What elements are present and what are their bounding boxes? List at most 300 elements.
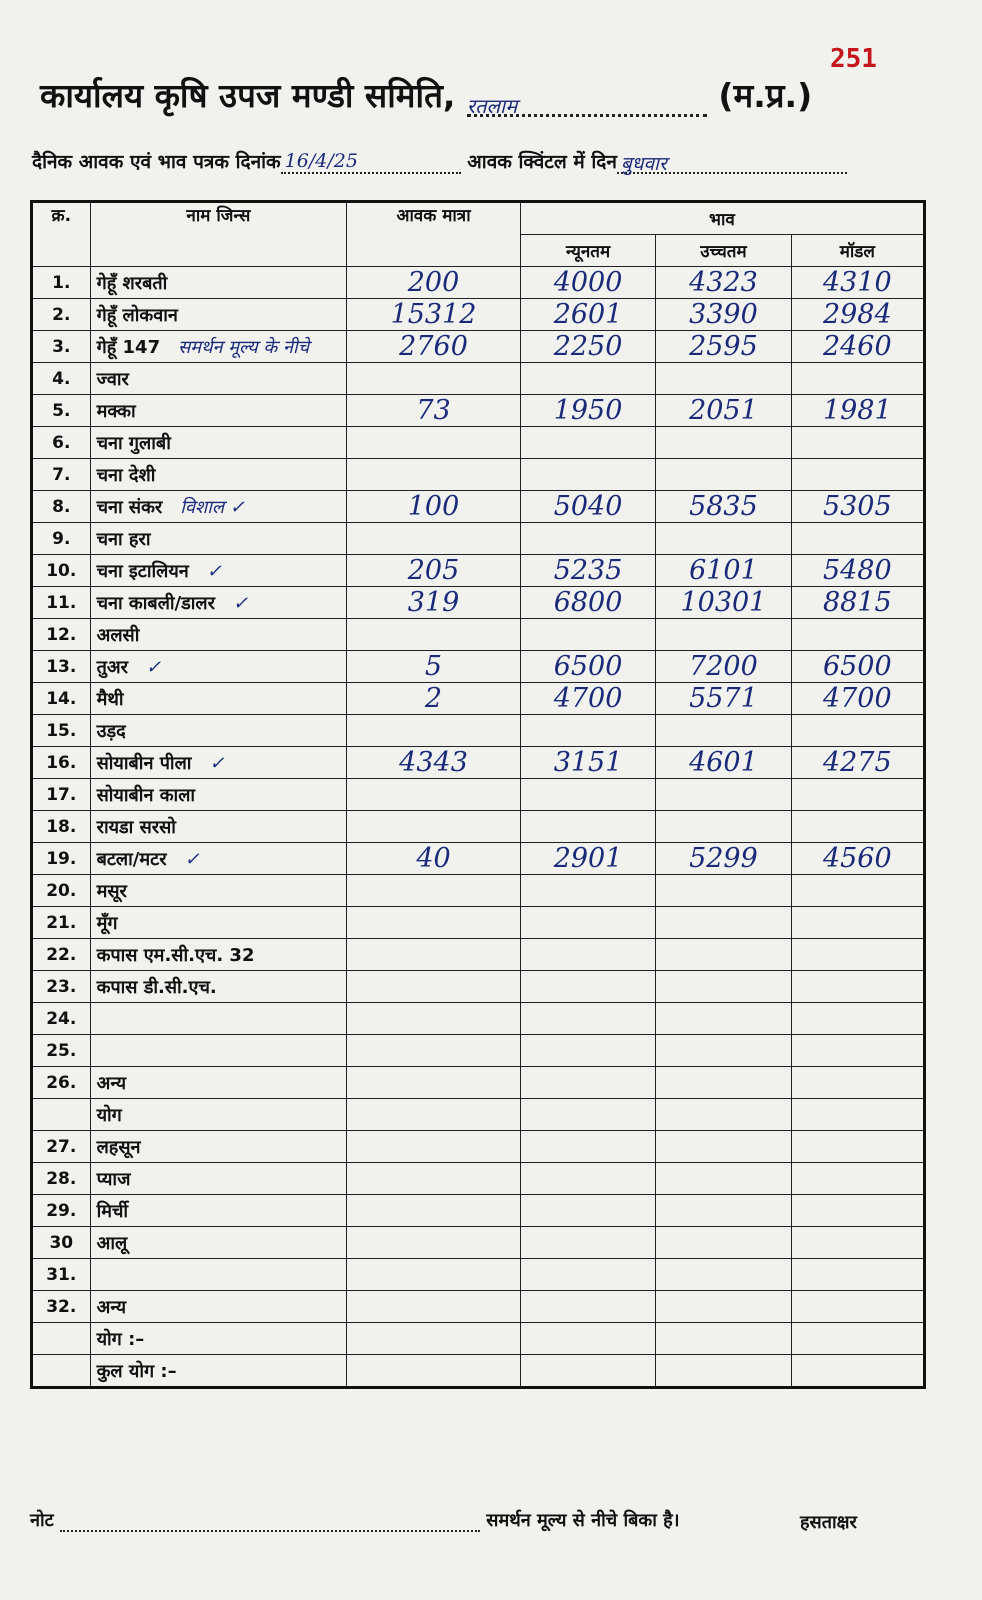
table-row xyxy=(32,1355,925,1388)
row-arrival: 319 xyxy=(347,587,521,619)
row-max-price xyxy=(656,1195,791,1227)
row-max-price xyxy=(656,971,791,1003)
handwritten-note: समर्थन मूल्य के नीचे xyxy=(178,336,310,358)
row-max-price xyxy=(656,1003,791,1035)
row-max-price: 5571 xyxy=(656,683,791,715)
row-commodity-name xyxy=(90,299,347,331)
row-min-price xyxy=(520,1195,655,1227)
row-arrival: 100 xyxy=(347,491,521,523)
row-serial: 8. xyxy=(32,491,91,523)
row-max-price xyxy=(656,779,791,811)
row-commodity-name xyxy=(90,715,347,747)
table-row xyxy=(32,1163,925,1195)
commodity-label: बटला/मटर xyxy=(96,848,167,870)
row-modal-price: 1981 xyxy=(791,395,924,427)
row-serial: 7. xyxy=(32,459,91,491)
row-min-price xyxy=(520,811,655,843)
table-row xyxy=(32,811,925,843)
row-max-price xyxy=(656,939,791,971)
header-max: उच्चतम xyxy=(656,235,791,267)
commodity-label: ज्वार xyxy=(96,368,129,390)
row-modal-price: 4700 xyxy=(791,683,924,715)
note-text: समर्थन मूल्य से नीचे बिका है। xyxy=(486,1510,680,1531)
table-row xyxy=(32,1227,925,1259)
row-serial: 29. xyxy=(32,1195,91,1227)
table-row xyxy=(32,1067,925,1099)
day-field xyxy=(617,154,847,174)
table-row xyxy=(32,1131,925,1163)
row-arrival xyxy=(347,1035,521,1067)
row-min-price: 5235 xyxy=(520,555,655,587)
row-arrival xyxy=(347,1163,521,1195)
commodity-label: अलसी xyxy=(96,624,140,646)
row-serial xyxy=(32,1355,91,1388)
row-commodity-name xyxy=(90,779,347,811)
row-serial: 6. xyxy=(32,427,91,459)
row-max-price xyxy=(656,1355,791,1388)
row-max-price: 2051 xyxy=(656,395,791,427)
commodity-label: गेहूँ लोकवान xyxy=(96,304,178,326)
row-modal-price xyxy=(791,811,924,843)
handwritten-note: ✓ xyxy=(209,752,225,774)
row-max-price xyxy=(656,1067,791,1099)
row-arrival: 15312 xyxy=(347,299,521,331)
row-min-price xyxy=(520,427,655,459)
date-label: दैनिक आवक एवं भाव पत्रक दिनांक xyxy=(32,151,281,173)
row-max-price: 5299 xyxy=(656,843,791,875)
row-max-price xyxy=(656,1099,791,1131)
row-max-price: 10301 xyxy=(656,587,791,619)
row-serial: 20. xyxy=(32,875,91,907)
row-commodity-name xyxy=(90,1323,347,1355)
row-serial: 5. xyxy=(32,395,91,427)
row-commodity-name xyxy=(90,331,347,363)
row-serial: 13. xyxy=(32,651,91,683)
row-modal-price xyxy=(791,619,924,651)
row-max-price xyxy=(656,1163,791,1195)
row-serial: 16. xyxy=(32,747,91,779)
title-suffix: (म.प्र.) xyxy=(718,76,813,115)
row-min-price: 5040 xyxy=(520,491,655,523)
table-row xyxy=(32,491,925,523)
row-serial: 31. xyxy=(32,1259,91,1291)
row-min-price xyxy=(520,459,655,491)
table-row xyxy=(32,971,925,1003)
row-modal-price xyxy=(791,1291,924,1323)
row-serial xyxy=(32,1099,91,1131)
row-commodity-name xyxy=(90,875,347,907)
row-commodity-name xyxy=(90,523,347,555)
row-arrival xyxy=(347,907,521,939)
note-field xyxy=(60,1516,480,1532)
row-modal-price xyxy=(791,939,924,971)
table-row xyxy=(32,747,925,779)
date-value: 16/4/25 xyxy=(284,150,358,172)
row-commodity-name xyxy=(90,1227,347,1259)
commodity-label: अन्य xyxy=(96,1296,127,1318)
place-handwritten: रतलाम xyxy=(466,94,518,118)
row-serial: 26. xyxy=(32,1067,91,1099)
page-number: 251 xyxy=(830,44,877,74)
row-arrival xyxy=(347,1259,521,1291)
row-commodity-name xyxy=(90,619,347,651)
row-modal-price xyxy=(791,1131,924,1163)
row-serial: 22. xyxy=(32,939,91,971)
row-arrival xyxy=(347,1323,521,1355)
row-max-price xyxy=(656,811,791,843)
commodity-label: गेहूँ 147 xyxy=(96,336,161,358)
row-min-price xyxy=(520,619,655,651)
row-serial: 2. xyxy=(32,299,91,331)
table-row xyxy=(32,395,925,427)
row-commodity-name xyxy=(90,1355,347,1388)
row-arrival: 2760 xyxy=(347,331,521,363)
commodity-label: उड़द xyxy=(96,720,126,742)
commodity-label: सोयाबीन पीला xyxy=(96,752,192,774)
row-commodity-name xyxy=(90,907,347,939)
row-max-price xyxy=(656,619,791,651)
row-min-price: 2901 xyxy=(520,843,655,875)
row-commodity-name xyxy=(90,939,347,971)
row-min-price xyxy=(520,1323,655,1355)
handwritten-note: विशाल ✓ xyxy=(180,496,245,518)
row-arrival xyxy=(347,427,521,459)
unit-label: आवक क्विंटल में दिन xyxy=(467,151,617,173)
row-arrival xyxy=(347,779,521,811)
handwritten-note: ✓ xyxy=(206,560,222,582)
header-arrival: आवक मात्रा xyxy=(347,202,521,267)
row-commodity-name xyxy=(90,427,347,459)
table-row xyxy=(32,1099,925,1131)
row-commodity-name xyxy=(90,1163,347,1195)
row-commodity-name xyxy=(90,747,347,779)
commodity-label: सोयाबीन काला xyxy=(96,784,196,806)
row-serial: 14. xyxy=(32,683,91,715)
row-max-price xyxy=(656,1131,791,1163)
row-modal-price: 5480 xyxy=(791,555,924,587)
commodity-label: चना काबली/डालर xyxy=(96,592,215,614)
row-arrival xyxy=(347,1227,521,1259)
commodity-label: योग xyxy=(96,1104,122,1126)
row-arrival xyxy=(347,459,521,491)
table-row xyxy=(32,939,925,971)
table-row xyxy=(32,1003,925,1035)
row-modal-price xyxy=(791,779,924,811)
row-arrival: 2 xyxy=(347,683,521,715)
row-serial: 27. xyxy=(32,1131,91,1163)
row-modal-price xyxy=(791,363,924,395)
table-row xyxy=(32,587,925,619)
row-modal-price xyxy=(791,459,924,491)
row-min-price: 4700 xyxy=(520,683,655,715)
row-serial: 32. xyxy=(32,1291,91,1323)
row-modal-price xyxy=(791,427,924,459)
commodity-label: चना देशी xyxy=(96,464,156,486)
row-arrival xyxy=(347,939,521,971)
row-max-price: 3390 xyxy=(656,299,791,331)
commodity-label: योग :– xyxy=(96,1328,145,1350)
row-min-price xyxy=(520,1035,655,1067)
table-row xyxy=(32,683,925,715)
row-serial: 12. xyxy=(32,619,91,651)
row-commodity-name xyxy=(90,843,347,875)
row-max-price: 5835 xyxy=(656,491,791,523)
row-max-price xyxy=(656,1035,791,1067)
row-min-price: 6800 xyxy=(520,587,655,619)
row-modal-price: 6500 xyxy=(791,651,924,683)
row-arrival xyxy=(347,1195,521,1227)
row-min-price xyxy=(520,907,655,939)
row-min-price: 3151 xyxy=(520,747,655,779)
row-modal-price xyxy=(791,1067,924,1099)
header-min: न्यूनतम xyxy=(520,235,655,267)
commodity-label: तुअर xyxy=(96,656,128,678)
handwritten-note: ✓ xyxy=(184,848,200,870)
table-row xyxy=(32,1259,925,1291)
row-arrival xyxy=(347,1291,521,1323)
table-row xyxy=(32,843,925,875)
row-modal-price: 5305 xyxy=(791,491,924,523)
table-row xyxy=(32,299,925,331)
row-serial: 11. xyxy=(32,587,91,619)
row-serial: 28. xyxy=(32,1163,91,1195)
commodity-label: आलू xyxy=(96,1232,128,1254)
row-arrival xyxy=(347,1355,521,1388)
row-modal-price xyxy=(791,1195,924,1227)
row-serial xyxy=(32,1323,91,1355)
row-max-price: 4601 xyxy=(656,747,791,779)
row-max-price xyxy=(656,523,791,555)
row-arrival xyxy=(347,1067,521,1099)
row-arrival xyxy=(347,1131,521,1163)
row-commodity-name xyxy=(90,1003,347,1035)
row-serial: 1. xyxy=(32,267,91,299)
row-serial: 24. xyxy=(32,1003,91,1035)
row-min-price xyxy=(520,1131,655,1163)
commodity-label: चना इटालियन xyxy=(96,560,189,582)
table-row xyxy=(32,779,925,811)
row-min-price: 6500 xyxy=(520,651,655,683)
note-label: नोट xyxy=(30,1510,54,1531)
row-min-price: 4000 xyxy=(520,267,655,299)
row-arrival xyxy=(347,811,521,843)
row-modal-price: 2984 xyxy=(791,299,924,331)
row-max-price: 4323 xyxy=(656,267,791,299)
row-commodity-name xyxy=(90,267,347,299)
row-arrival xyxy=(347,523,521,555)
row-commodity-name xyxy=(90,811,347,843)
row-modal-price xyxy=(791,715,924,747)
commodity-label: चना गुलाबी xyxy=(96,432,171,454)
header-commodity: नाम जिन्स xyxy=(90,202,347,267)
row-modal-price xyxy=(791,1227,924,1259)
commodity-label: मसूर xyxy=(96,880,127,902)
row-serial: 17. xyxy=(32,779,91,811)
row-commodity-name xyxy=(90,363,347,395)
row-modal-price xyxy=(791,1355,924,1388)
row-min-price xyxy=(520,779,655,811)
row-modal-price xyxy=(791,971,924,1003)
table-row xyxy=(32,555,925,587)
header-serial: क्र. xyxy=(32,202,91,267)
commodity-label: कुल योग :– xyxy=(96,1360,177,1382)
row-max-price xyxy=(656,1227,791,1259)
row-min-price xyxy=(520,1099,655,1131)
row-max-price xyxy=(656,715,791,747)
row-commodity-name xyxy=(90,683,347,715)
row-serial: 25. xyxy=(32,1035,91,1067)
table-row xyxy=(32,331,925,363)
table-row xyxy=(32,427,925,459)
header-modal: मॉडल xyxy=(791,235,924,267)
table-row xyxy=(32,875,925,907)
commodity-label: मिर्ची xyxy=(96,1200,129,1222)
row-arrival: 5 xyxy=(347,651,521,683)
row-min-price xyxy=(520,363,655,395)
commodity-label: लहसून xyxy=(96,1136,141,1158)
row-arrival xyxy=(347,1099,521,1131)
row-commodity-name xyxy=(90,1291,347,1323)
row-commodity-name xyxy=(90,1195,347,1227)
row-commodity-name xyxy=(90,491,347,523)
row-arrival: 200 xyxy=(347,267,521,299)
row-modal-price: 2460 xyxy=(791,331,924,363)
table-row xyxy=(32,523,925,555)
row-arrival xyxy=(347,1003,521,1035)
commodity-label: कपास डी.सी.एच. xyxy=(96,976,217,998)
row-min-price xyxy=(520,1291,655,1323)
row-commodity-name xyxy=(90,1067,347,1099)
commodity-label: चना हरा xyxy=(96,528,151,550)
row-modal-price xyxy=(791,1003,924,1035)
row-modal-price: 4560 xyxy=(791,843,924,875)
row-commodity-name xyxy=(90,459,347,491)
row-serial: 18. xyxy=(32,811,91,843)
signature-label: हसताक्षर xyxy=(800,1512,857,1533)
row-modal-price: 4310 xyxy=(791,267,924,299)
row-modal-price xyxy=(791,875,924,907)
table-row xyxy=(32,267,925,299)
commodity-label: रायडा सरसो xyxy=(96,816,176,838)
row-commodity-name xyxy=(90,1035,347,1067)
row-min-price xyxy=(520,1003,655,1035)
row-max-price xyxy=(656,363,791,395)
row-serial: 4. xyxy=(32,363,91,395)
commodity-label: गेहूँ शरबती xyxy=(96,272,168,294)
table-row xyxy=(32,1291,925,1323)
table-row xyxy=(32,363,925,395)
table-body xyxy=(32,267,925,1388)
table-row xyxy=(32,1195,925,1227)
title-prefix: कार्यालय कृषि उपज मण्डी समिति, xyxy=(40,76,456,115)
row-max-price: 7200 xyxy=(656,651,791,683)
commodity-label: मक्का xyxy=(96,400,136,422)
row-arrival xyxy=(347,619,521,651)
row-arrival: 4343 xyxy=(347,747,521,779)
row-arrival: 73 xyxy=(347,395,521,427)
table-row xyxy=(32,907,925,939)
row-modal-price xyxy=(791,1259,924,1291)
commodity-label: अन्य xyxy=(96,1072,127,1094)
row-commodity-name xyxy=(90,651,347,683)
table-row xyxy=(32,715,925,747)
page-title xyxy=(40,72,940,122)
row-modal-price xyxy=(791,1323,924,1355)
row-commodity-name xyxy=(90,587,347,619)
row-min-price xyxy=(520,1227,655,1259)
commodity-label: मूँग xyxy=(96,912,118,934)
row-arrival xyxy=(347,715,521,747)
table-row xyxy=(32,651,925,683)
row-min-price xyxy=(520,1163,655,1195)
footer xyxy=(30,1508,930,1532)
row-modal-price xyxy=(791,1035,924,1067)
row-modal-price xyxy=(791,907,924,939)
row-serial: 30 xyxy=(32,1227,91,1259)
table-row xyxy=(32,619,925,651)
row-serial: 19. xyxy=(32,843,91,875)
row-max-price: 2595 xyxy=(656,331,791,363)
row-serial: 3. xyxy=(32,331,91,363)
row-max-price: 6101 xyxy=(656,555,791,587)
row-min-price xyxy=(520,1067,655,1099)
place-field xyxy=(467,90,707,117)
row-modal-price xyxy=(791,1163,924,1195)
row-max-price xyxy=(656,875,791,907)
row-serial: 9. xyxy=(32,523,91,555)
row-arrival: 205 xyxy=(347,555,521,587)
row-max-price xyxy=(656,427,791,459)
row-arrival: 40 xyxy=(347,843,521,875)
row-min-price xyxy=(520,1355,655,1388)
commodity-label: चना संकर xyxy=(96,496,163,518)
row-commodity-name xyxy=(90,395,347,427)
row-min-price: 2601 xyxy=(520,299,655,331)
row-min-price: 1950 xyxy=(520,395,655,427)
arrival-price-table xyxy=(30,200,926,1389)
header-price: भाव xyxy=(520,202,924,235)
row-min-price: 2250 xyxy=(520,331,655,363)
date-field xyxy=(281,150,461,174)
row-min-price xyxy=(520,939,655,971)
row-serial: 15. xyxy=(32,715,91,747)
row-arrival xyxy=(347,363,521,395)
row-serial: 23. xyxy=(32,971,91,1003)
row-commodity-name xyxy=(90,1099,347,1131)
row-min-price xyxy=(520,715,655,747)
row-commodity-name xyxy=(90,971,347,1003)
commodity-label: प्याज xyxy=(96,1168,131,1190)
commodity-label: मैथी xyxy=(96,688,124,710)
row-commodity-name xyxy=(90,1131,347,1163)
day-value: बुधवार xyxy=(620,153,667,175)
row-modal-price: 8815 xyxy=(791,587,924,619)
row-max-price xyxy=(656,459,791,491)
row-min-price xyxy=(520,875,655,907)
row-modal-price xyxy=(791,523,924,555)
table-row xyxy=(32,459,925,491)
row-min-price xyxy=(520,523,655,555)
row-max-price xyxy=(656,1323,791,1355)
row-arrival xyxy=(347,875,521,907)
row-max-price xyxy=(656,1291,791,1323)
table-row xyxy=(32,1035,925,1067)
row-arrival xyxy=(347,971,521,1003)
date-line xyxy=(32,148,932,174)
row-serial: 10. xyxy=(32,555,91,587)
row-commodity-name xyxy=(90,1259,347,1291)
row-min-price xyxy=(520,971,655,1003)
